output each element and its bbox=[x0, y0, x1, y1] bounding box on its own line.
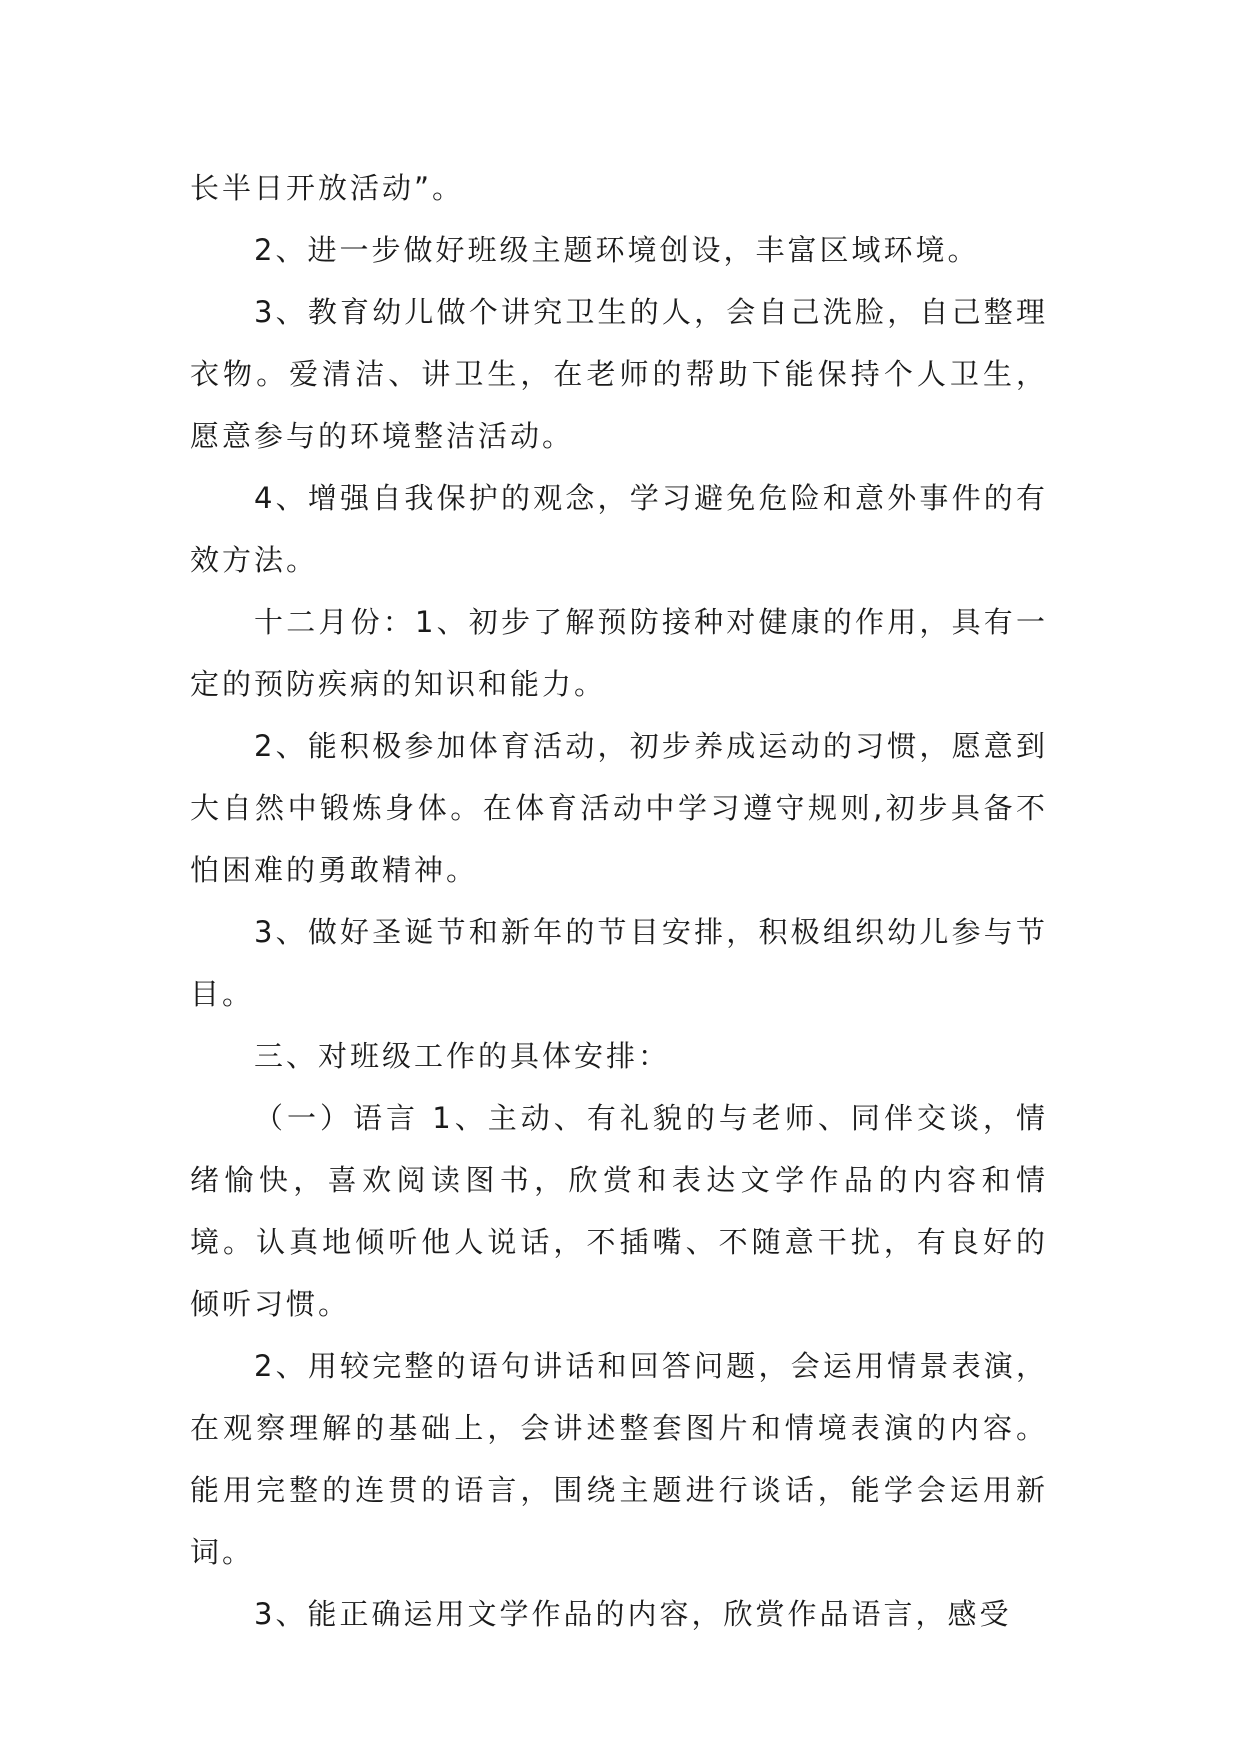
paragraph-6: 2、能积极参加体育活动，初步养成运动的习惯，愿意到大自然中锻炼身体。在体育活动中学习遵守规则,初步具备不怕困难的勇敢精神。 bbox=[190, 729, 1048, 887]
paragraph-9: （一）语言 1、主动、有礼貌的与老师、同伴交谈，情绪愉快，喜欢阅读图书，欣赏和表达文学作品的内容和情境。认真地倾听他人说话，不插嘴、不随意干扰，有良好的倾听习惯。 bbox=[190, 1101, 1048, 1321]
paragraph-1: 长半日开放活动”。 bbox=[190, 171, 465, 205]
paragraph-5: 十二月份：1、初步了解预防接种对健康的作用，具有一定的预防疾病的知识和能力。 bbox=[190, 605, 1048, 701]
paragraph-4: 4、增强自我保护的观念，学习避免危险和意外事件的有效方法。 bbox=[190, 481, 1048, 577]
section-heading: 三、对班级工作的具体安排： bbox=[254, 1039, 671, 1073]
document-body bbox=[190, 157, 1048, 1645]
paragraph-7: 3、做好圣诞节和新年的节目安排，积极组织幼儿参与节目。 bbox=[190, 915, 1048, 1011]
paragraph-3: 3、教育幼儿做个讲究卫生的人，会自己洗脸，自己整理衣物。爱清洁、讲卫生，在老师的帮助下能保持个人卫生，愿意参与的环境整洁活动。 bbox=[190, 295, 1048, 453]
paragraph-10: 2、用较完整的语句讲话和回答问题，会运用情景表演，在观察理解的基础上，会讲述整套图片和情境表演的内容。能用完整的连贯的语言，围绕主题进行谈话，能学会运用新词。 bbox=[190, 1349, 1048, 1569]
paragraph-11: 3、能正确运用文学作品的内容，欣赏作品语言，感受 bbox=[254, 1597, 1012, 1631]
paragraph-2: 2、进一步做好班级主题环境创设，丰富区域环境。 bbox=[254, 233, 980, 267]
